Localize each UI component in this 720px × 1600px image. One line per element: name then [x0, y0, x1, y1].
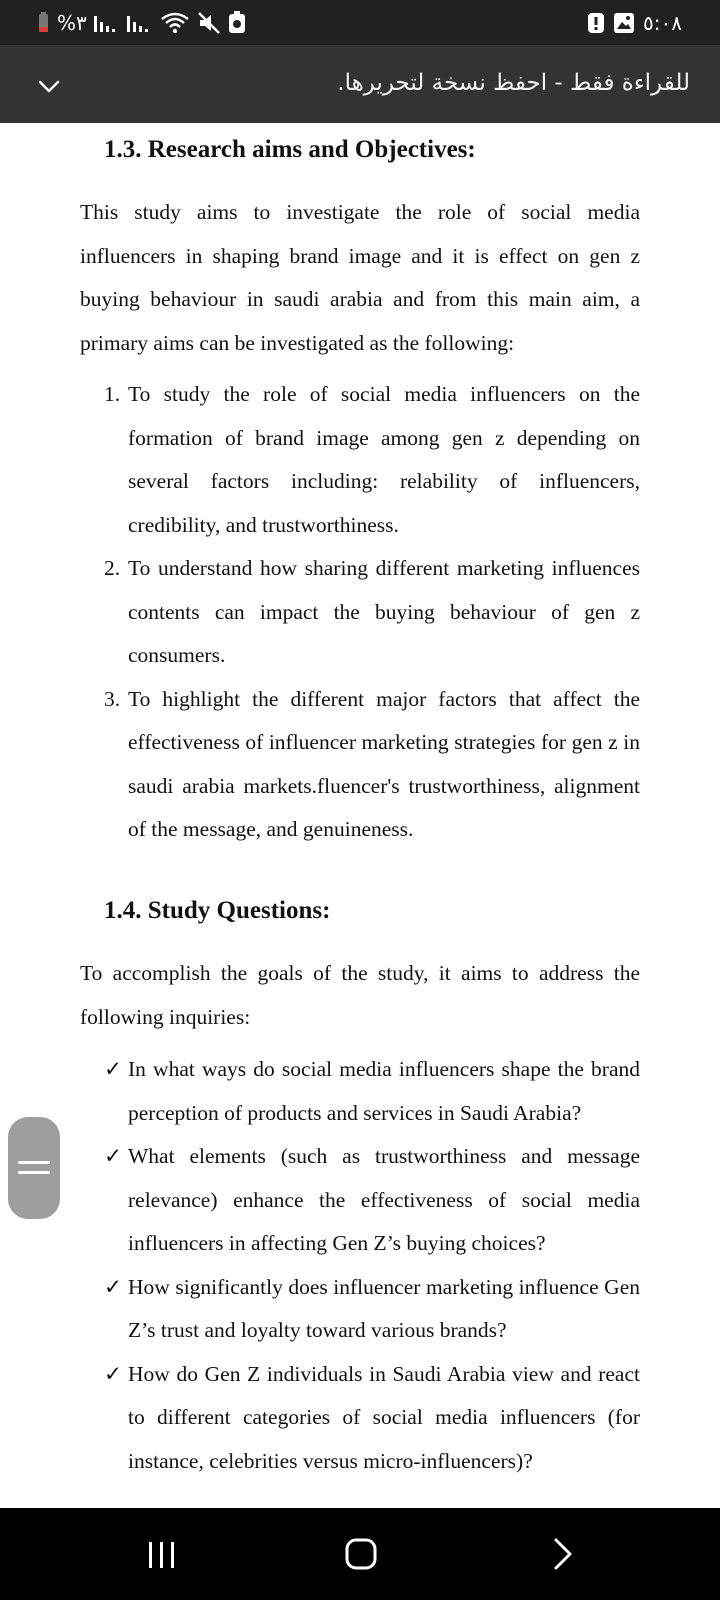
signal-icon	[94, 12, 120, 34]
questions-intro: To accomplish the goals of the study, it aims to address the following inquiries:	[80, 961, 640, 1029]
list-item-text: In what ways do social media influencers shape the brand perception of products and services in Saudi Arabia?	[128, 1057, 640, 1125]
document-page[interactable]	[52, 123, 652, 1508]
signal-icon	[127, 12, 153, 34]
wifi-icon	[160, 11, 190, 35]
list-item-text: To highlight the different major factors that affect the effectiveness of influencer marketing strategies for gen z in saudi arabia markets.fluencer's trustworthiness, alignment of the message, and genuineness.	[128, 686, 640, 841]
check-icon: ✓	[104, 1057, 123, 1081]
objectives-intro: This study aims to investigate the role of social media influencers in shaping brand image and it is effect on gen z buying behaviour in saudi arabia and from this main aim, a primary aims can be investigated as the following:	[80, 200, 640, 355]
status-bar	[0, 0, 720, 45]
mute-icon	[197, 11, 221, 35]
list-item	[104, 678, 640, 852]
list-item-text: How do Gen Z individuals in Saudi Arabia view and react to different categories of social media influencers (for instance, celebrities versus micro-influencers)?	[128, 1361, 640, 1473]
status-time: ٥:٠٨	[643, 11, 682, 35]
alert-icon	[587, 12, 605, 34]
section-heading-objectives: 1.3. Research aims and Objectives:	[104, 136, 476, 163]
back-icon[interactable]	[534, 1530, 594, 1580]
grip-line-icon	[18, 1171, 50, 1174]
list-item-text: How significantly does influencer marketing influence Gen Z’s trust and loyalty toward various brands?	[128, 1274, 640, 1342]
navigation-bar	[0, 1508, 720, 1600]
check-icon: ✓	[104, 1274, 123, 1299]
list-item	[104, 1048, 640, 1135]
list-marker: 1.	[104, 382, 121, 406]
grip-line-icon	[18, 1161, 50, 1164]
recent-apps-icon[interactable]	[132, 1530, 192, 1580]
list-item-text: To understand how sharing different marketing influences contents can impact the buying behaviour of gen z consumers.	[128, 556, 640, 667]
list-marker: 3.	[104, 686, 121, 711]
questions-list	[104, 1048, 640, 1483]
list-item-text: To study the role of social media influencers on the formation of brand image among gen z depending on several factors including: relability of influencers, credibility, and trustworthiness.	[128, 382, 640, 537]
chevron-down-icon[interactable]	[34, 71, 64, 101]
list-item	[104, 1353, 640, 1484]
gallery-icon	[613, 12, 635, 34]
objectives-list	[104, 373, 640, 852]
check-icon: ✓	[104, 1144, 123, 1168]
notification-icon	[228, 11, 246, 35]
list-item	[104, 373, 640, 547]
list-marker: 2.	[104, 556, 121, 580]
list-item	[104, 547, 640, 678]
read-only-message: للقراءة فقط - احفظ نسخة لتحريرها.	[337, 70, 690, 96]
list-item	[104, 1266, 640, 1353]
check-icon: ✓	[104, 1361, 123, 1386]
section-heading-questions: 1.4. Study Questions:	[104, 897, 331, 924]
battery-percent: %٣	[57, 11, 87, 35]
list-item-text: What elements (such as trustworthiness and message relevance) enhance the effectiveness of social media influencers in affecting Gen Z’s buying choices?	[128, 1144, 640, 1255]
read-only-banner	[0, 45, 720, 123]
home-icon[interactable]	[332, 1530, 392, 1580]
list-item	[104, 1135, 640, 1266]
scroll-handle[interactable]	[8, 1117, 60, 1219]
battery-low-icon	[36, 12, 50, 34]
